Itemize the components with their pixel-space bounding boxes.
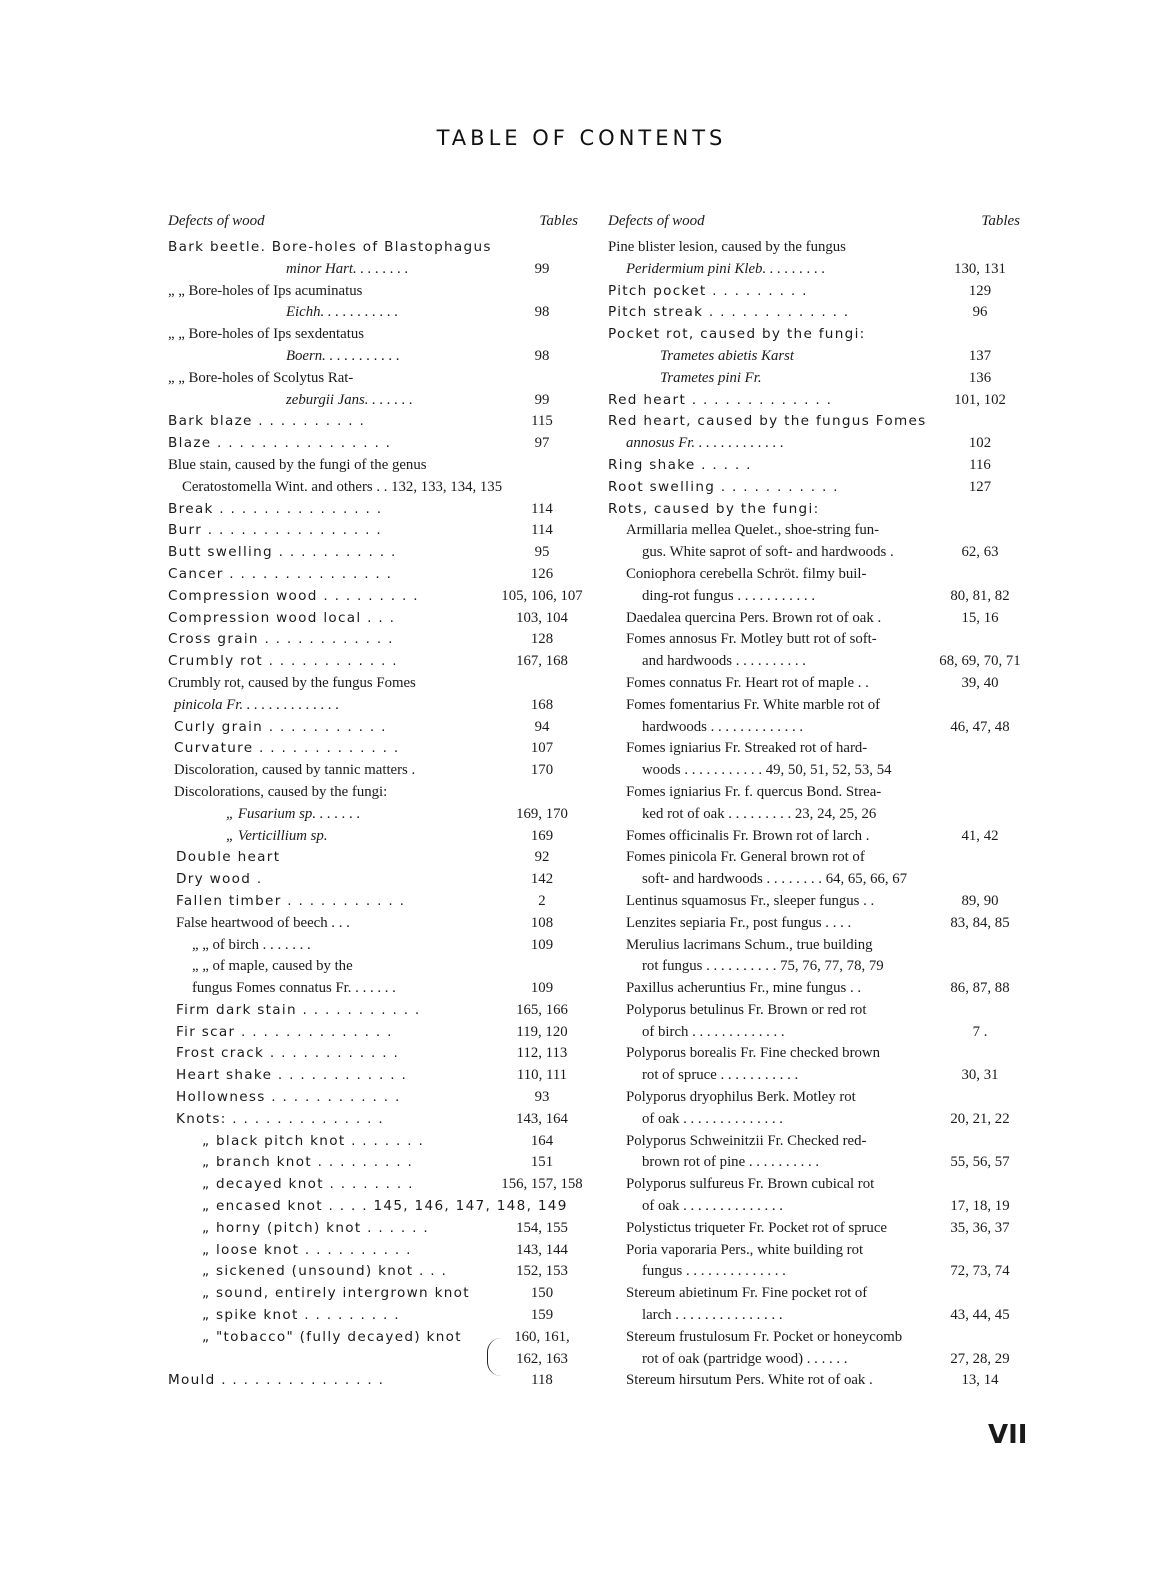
toc-entry-label: Discoloration, caused by tannic matters . xyxy=(174,762,416,779)
toc-entry-label: Red heart, caused by the fungus Fomes xyxy=(608,413,927,430)
toc-entry-label: and hardwoods . . . . . . . . . . xyxy=(642,653,806,670)
toc-entry-tables: 110, 111 xyxy=(516,1067,568,1084)
toc-entry-label: Ring shake . . . . . xyxy=(608,456,752,473)
toc-entry xyxy=(608,346,1028,368)
toc-entry-label: Polyporus Schweinitzii Fr. Checked red- xyxy=(626,1132,867,1149)
toc-entry-tables: 170 xyxy=(530,762,554,779)
toc-entry-tables: 142 xyxy=(530,871,554,888)
toc-left-column xyxy=(168,213,586,1392)
toc-entry-label: Break . . . . . . . . . . . . . . . xyxy=(168,500,383,517)
toc-entry-tables: 97 xyxy=(534,435,550,452)
toc-entry-tables: 167, 168 xyxy=(516,653,568,670)
toc-entry xyxy=(168,826,586,848)
toc-entry-label: Pitch streak . . . . . . . . . . . . . xyxy=(608,304,850,321)
toc-entry-tables: 83, 84, 85 xyxy=(950,914,1010,931)
page-title: TABLE OF CONTENTS xyxy=(436,126,727,150)
toc-entry-label: Ceratostomella Wint. and others . . 132, 133, 134, 135 xyxy=(182,478,503,495)
toc-entry-tables: 136 xyxy=(968,369,992,386)
toc-entry-label: Bark beetle. Bore-holes of Blastophagus xyxy=(168,239,492,255)
toc-entry xyxy=(608,891,1028,913)
column-header-tables: Tables xyxy=(981,213,1020,229)
toc-entry-label: gus. White saprot of soft- and hardwoods . xyxy=(642,544,894,561)
toc-entry-label: Bark blaze . . . . . . . . . . xyxy=(168,413,366,430)
toc-entry-label: „ Fusarium sp. . . . . . . xyxy=(226,805,361,822)
toc-entry-label: Fomes officinalis Fr. Brown rot of larch . xyxy=(626,827,870,844)
toc-entry xyxy=(608,760,1028,782)
toc-entry xyxy=(168,935,586,957)
toc-entry-label: soft- and hardwoods . . . . . . . . 64, 65, 66, 67 xyxy=(642,871,908,888)
toc-entry-label: Fomes annosus Fr. Motley butt rot of soft- xyxy=(626,631,877,648)
toc-entry xyxy=(168,782,586,804)
toc-entry-label: „ loose knot . . . . . . . . . . xyxy=(202,1241,412,1258)
toc-entry-tables: 98 xyxy=(534,347,550,364)
toc-entry-label: ding-rot fungus . . . . . . . . . . . xyxy=(642,587,816,604)
toc-entry-label: Lentinus squamosus Fr., sleeper fungus . . xyxy=(626,892,875,909)
toc-entry xyxy=(608,847,1028,869)
toc-entry-label: „ „ of birch . . . . . . . xyxy=(192,936,311,953)
toc-entry-tables: 160, 161, xyxy=(514,1328,570,1345)
toc-entry xyxy=(608,390,1028,412)
toc-entry-label: „ black pitch knot . . . . . . . xyxy=(202,1132,425,1149)
column-header xyxy=(608,213,1028,237)
toc-entry xyxy=(168,1043,586,1065)
toc-entry xyxy=(608,499,1028,521)
toc-entry-tables: 127 xyxy=(968,478,992,495)
toc-entry-label: Boern. . . . . . . . . . . xyxy=(286,347,400,364)
toc-entry-label: Fomes igniarius Fr. Streaked rot of hard- xyxy=(626,740,868,757)
toc-entry xyxy=(168,368,586,390)
toc-entry xyxy=(608,913,1028,935)
toc-entry-label: Eichh. . . . . . . . . . . xyxy=(286,304,399,321)
toc-entry-tables: 151 xyxy=(530,1154,554,1171)
toc-entry xyxy=(168,1327,586,1349)
toc-entry-label: Cross grain . . . . . . . . . . . . xyxy=(168,631,394,648)
toc-entry xyxy=(608,1327,1028,1349)
toc-entry xyxy=(168,738,586,760)
toc-entry xyxy=(608,1043,1028,1065)
toc-entry-tables: 30, 31 xyxy=(961,1067,999,1084)
column-header-defects: Defects of wood xyxy=(608,213,705,229)
toc-entry xyxy=(168,1174,586,1196)
toc-entry xyxy=(168,760,586,782)
toc-entry-tables: 89, 90 xyxy=(961,892,999,909)
toc-entry xyxy=(168,869,586,891)
toc-entry-label: Armillaria mellea Quelet., shoe-string fun- xyxy=(626,522,880,539)
toc-entry xyxy=(608,651,1028,673)
toc-entry xyxy=(608,1196,1028,1218)
toc-entry xyxy=(608,368,1028,390)
toc-entry-label: Firm dark stain . . . . . . . . . . . xyxy=(176,1001,421,1018)
toc-entry xyxy=(608,520,1028,542)
toc-entry-tables: 7 . xyxy=(972,1023,988,1040)
toc-entry-tables: 118 xyxy=(531,1372,553,1389)
curly-brace xyxy=(487,1338,506,1376)
toc-entry-tables: 114 xyxy=(531,522,553,539)
toc-entry-tables: 2 xyxy=(538,892,546,909)
toc-entry xyxy=(608,586,1028,608)
toc-entry xyxy=(608,259,1028,281)
toc-entry-tables: 109 xyxy=(530,936,554,953)
toc-entry-tables: 101, 102 xyxy=(954,391,1006,408)
toc-entry-tables: 95 xyxy=(534,544,550,561)
toc-entry xyxy=(608,542,1028,564)
toc-entry-tables: 137 xyxy=(968,347,992,364)
toc-entry-tables: 98 xyxy=(534,304,550,321)
toc-entry-label: Compression wood local . . . xyxy=(168,609,396,626)
toc-entry-label: rot of spruce . . . . . . . . . . . xyxy=(642,1067,799,1084)
toc-entry xyxy=(608,1283,1028,1305)
toc-entry-label: Double heart xyxy=(176,849,281,866)
toc-entry-tables: 35, 36, 37 xyxy=(950,1219,1010,1236)
toc-entry-tables: 99 xyxy=(534,391,550,408)
toc-entry-label: Cancer . . . . . . . . . . . . . . . xyxy=(168,565,393,582)
toc-entry-tables: 43, 44, 45 xyxy=(950,1307,1010,1324)
toc-entry-tables: 55, 56, 57 xyxy=(950,1154,1010,1171)
toc-entry-label: Lenzites sepiaria Fr., post fungus . . . . xyxy=(626,914,852,931)
toc-entry xyxy=(168,717,586,739)
toc-entry-label: woods . . . . . . . . . . . 49, 50, 51, 52, 53, 54 xyxy=(642,762,892,779)
page-number: VII xyxy=(988,1420,1028,1450)
toc-entry xyxy=(168,302,586,324)
toc-entry-label: larch . . . . . . . . . . . . . . . xyxy=(642,1307,783,1324)
toc-entry xyxy=(168,978,586,1000)
toc-entry-label: zeburgii Jans. . . . . . . xyxy=(286,391,413,408)
toc-entry xyxy=(608,1261,1028,1283)
toc-entry-tables: 119, 120 xyxy=(516,1023,568,1040)
toc-entry-label: Polyporus betulinus Fr. Brown or red rot xyxy=(626,1001,867,1018)
toc-entry-label: Blue stain, caused by the fungi of the genus xyxy=(168,456,427,473)
toc-entry xyxy=(168,608,586,630)
toc-entry-label: Daedalea quercina Pers. Brown rot of oak . xyxy=(626,609,882,626)
toc-entry xyxy=(168,956,586,978)
toc-entry-tables: 115 xyxy=(531,413,553,430)
toc-entry-label: rot fungus . . . . . . . . . . 75, 76, 77, 78, 79 xyxy=(642,958,884,975)
toc-entry-tables: 156, 157, 158 xyxy=(501,1176,583,1193)
toc-entry-label: „ „ Bore-holes of Ips sexdentatus xyxy=(168,326,365,343)
toc-entry xyxy=(608,956,1028,978)
toc-entry xyxy=(168,1283,586,1305)
toc-entry xyxy=(168,411,586,433)
toc-entry-label: Fallen timber . . . . . . . . . . . xyxy=(176,892,406,909)
toc-entry-label: Peridermium pini Kleb. . . . . . . . . xyxy=(626,260,826,277)
toc-entry-label: Polyporus dryophilus Berk. Motley rot xyxy=(626,1089,856,1106)
toc-entry xyxy=(608,673,1028,695)
toc-entry-tables: 105, 106, 107 xyxy=(501,587,583,604)
toc-entry xyxy=(608,826,1028,848)
toc-entry-tables: 169, 170 xyxy=(516,805,568,822)
toc-entry-label: Fomes igniarius Fr. f. quercus Bond. Strea- xyxy=(626,783,882,800)
toc-entry-label: Stereum abietinum Fr. Fine pocket rot of xyxy=(626,1285,868,1302)
toc-entry-label: Knots: . . . . . . . . . . . . . . xyxy=(176,1110,385,1127)
toc-entry-label: rot of oak (partridge wood) . . . . . . xyxy=(642,1350,848,1367)
toc-entry-label: „ Verticillium sp. xyxy=(226,827,328,844)
toc-entry-label: Polyporus sulfureus Fr. Brown cubical rot xyxy=(626,1176,875,1193)
toc-entry-tables: 129 xyxy=(968,282,992,299)
toc-entry-label: annosus Fr. . . . . . . . . . . . . xyxy=(626,435,784,452)
toc-entry xyxy=(608,1305,1028,1327)
toc-entry xyxy=(608,1240,1028,1262)
toc-entry-label: Poria vaporaria Pers., white building rot xyxy=(626,1241,864,1258)
toc-entry-tables: 143, 144 xyxy=(516,1241,568,1258)
toc-entry xyxy=(168,913,586,935)
toc-entry xyxy=(608,1022,1028,1044)
toc-entry-label: „ "tobacco" (fully decayed) knot xyxy=(202,1328,462,1345)
toc-entry-tables: 165, 166 xyxy=(516,1001,568,1018)
toc-entry-label: Discolorations, caused by the fungi: xyxy=(174,783,388,800)
toc-entry xyxy=(608,477,1028,499)
toc-entry-label: Hollowness . . . . . . . . . . . . xyxy=(176,1089,401,1106)
toc-entry-label: Burr . . . . . . . . . . . . . . . . xyxy=(168,522,382,539)
toc-entry xyxy=(168,281,586,303)
toc-entry-label: Polyporus borealis Fr. Fine checked brown xyxy=(626,1045,880,1062)
toc-entry-label: „ horny (pitch) knot . . . . . . xyxy=(202,1219,429,1236)
toc-entry-tables: 102 xyxy=(968,435,992,452)
toc-entry-label: brown rot of pine . . . . . . . . . . xyxy=(642,1154,820,1171)
toc-entry-tables: 150 xyxy=(530,1285,554,1302)
toc-entry xyxy=(168,433,586,455)
toc-entry-tables: 130, 131 xyxy=(954,260,1006,277)
toc-entry-tables: 168 xyxy=(530,696,554,713)
toc-entry-label: Pitch pocket . . . . . . . . . xyxy=(608,282,808,299)
toc-entry-label: Curvature . . . . . . . . . . . . . xyxy=(174,740,400,757)
toc-entry xyxy=(168,1305,586,1327)
toc-entry-label: Trametes pini Fr. xyxy=(660,369,762,386)
toc-entry-label: Fomes connatus Fr. Heart rot of maple . . xyxy=(626,674,869,691)
toc-entry-label: Curly grain . . . . . . . . . . . xyxy=(174,718,387,735)
toc-entry xyxy=(608,608,1028,630)
toc-entry xyxy=(608,237,1028,259)
toc-entry xyxy=(608,1065,1028,1087)
toc-entry-label: Stereum frustulosum Fr. Pocket or honeycomb xyxy=(626,1328,903,1345)
toc-entry xyxy=(168,1109,586,1131)
toc-entry-label: Pocket rot, caused by the fungi: xyxy=(608,326,866,343)
toc-entry xyxy=(608,1109,1028,1131)
toc-entry xyxy=(168,1000,586,1022)
toc-entry-label: of oak . . . . . . . . . . . . . . xyxy=(642,1110,783,1127)
toc-entry-label: Merulius lacrimans Schum., true building xyxy=(626,936,873,953)
toc-entry xyxy=(608,564,1028,586)
toc-entry xyxy=(168,324,586,346)
toc-entry xyxy=(608,869,1028,891)
toc-entry-label: hardwoods . . . . . . . . . . . . . xyxy=(642,718,804,735)
toc-entry-label: ked rot of oak . . . . . . . . . 23, 24, 25, 26 xyxy=(642,805,877,822)
toc-entry xyxy=(168,1087,586,1109)
toc-entry xyxy=(608,738,1028,760)
toc-entry-tables: 41, 42 xyxy=(961,827,999,844)
toc-entry xyxy=(608,411,1028,433)
toc-entry xyxy=(608,782,1028,804)
toc-entry-tables: 107 xyxy=(530,740,554,757)
toc-entry xyxy=(168,259,586,281)
toc-entry-label: „ decayed knot . . . . . . . . xyxy=(202,1176,414,1193)
toc-entry-label: Polystictus triqueter Fr. Pocket rot of spruce xyxy=(626,1219,887,1236)
toc-entry-label: Crumbly rot, caused by the fungus Fomes xyxy=(168,674,416,691)
toc-entry-tables: 62, 63 xyxy=(961,544,999,561)
toc-entry-label: „ „ Bore-holes of Scolytus Rat- xyxy=(168,369,354,386)
toc-entry-label: fungus . . . . . . . . . . . . . . xyxy=(642,1263,786,1280)
toc-entry-tables: 93 xyxy=(534,1089,550,1106)
toc-entry xyxy=(168,1152,586,1174)
toc-entry-label: Trametes abietis Karst xyxy=(660,347,795,364)
toc-entry-label: „ spike knot . . . . . . . . . xyxy=(202,1307,400,1324)
toc-entry-label: Mould . . . . . . . . . . . . . . . xyxy=(168,1372,385,1389)
toc-entry-label: Stereum hirsutum Pers. White rot of oak . xyxy=(626,1372,873,1389)
toc-entry-label: Fomes fomentarius Fr. White marble rot of xyxy=(626,696,881,713)
toc-entry-tables: 154, 155 xyxy=(516,1219,568,1236)
toc-entry-tables: 128 xyxy=(530,631,554,648)
column-header-tables: Tables xyxy=(539,213,578,229)
toc-entry-tables: 169 xyxy=(530,827,554,844)
toc-entry-label: Rots, caused by the fungi: xyxy=(608,500,820,517)
toc-entry xyxy=(168,1131,586,1153)
toc-entry xyxy=(608,433,1028,455)
toc-entry-tables: 17, 18, 19 xyxy=(950,1198,1010,1215)
toc-entry-tables: 126 xyxy=(530,565,554,582)
toc-entry-tables: 116 xyxy=(969,456,991,473)
toc-entry xyxy=(168,891,586,913)
toc-entry-tables: 13, 14 xyxy=(961,1372,999,1389)
toc-entry-tables: 109 xyxy=(530,980,554,997)
toc-entry xyxy=(608,1152,1028,1174)
toc-entry-label: False heartwood of beech . . . xyxy=(176,914,350,931)
toc-entry-tables: 143, 164 xyxy=(516,1110,568,1127)
toc-entry xyxy=(608,324,1028,346)
toc-entry-tables: 68, 69, 70, 71 xyxy=(939,653,1021,670)
toc-entry-label: Fir scar . . . . . . . . . . . . . . xyxy=(176,1023,393,1040)
toc-entry-label: of oak . . . . . . . . . . . . . . xyxy=(642,1198,783,1215)
toc-entry xyxy=(168,1196,586,1218)
toc-entry xyxy=(608,302,1028,324)
toc-entry-tables: 15, 16 xyxy=(961,609,999,626)
toc-entry-label: „ „ of maple, caused by the xyxy=(192,958,353,975)
toc-entry-list xyxy=(168,237,586,1392)
toc-entry-tables: 96 xyxy=(972,304,988,321)
toc-entry xyxy=(608,455,1028,477)
toc-entry xyxy=(168,477,586,499)
toc-entry-label: of birch . . . . . . . . . . . . . xyxy=(642,1023,785,1040)
toc-entry-tables: 164 xyxy=(530,1132,554,1149)
toc-entry-label: Dry wood . xyxy=(176,871,263,888)
toc-entry-label: „ branch knot . . . . . . . . . xyxy=(202,1154,414,1171)
toc-entry-label: Coniophora cerebella Schröt. filmy buil- xyxy=(626,565,867,582)
toc-entry xyxy=(168,1349,586,1371)
toc-entry xyxy=(168,520,586,542)
toc-entry-tables: 39, 40 xyxy=(961,674,999,691)
toc-entry xyxy=(168,390,586,412)
toc-entry-tables: 103, 104 xyxy=(516,609,568,626)
toc-entry-tables: 80, 81, 82 xyxy=(950,587,1010,604)
toc-entry-label: Heart shake . . . . . . . . . . . . xyxy=(176,1067,408,1084)
toc-entry-tables: 20, 21, 22 xyxy=(950,1110,1010,1127)
toc-entry xyxy=(168,455,586,477)
toc-entry xyxy=(168,629,586,651)
toc-entry xyxy=(168,564,586,586)
toc-entry-label: Root swelling . . . . . . . . . . . xyxy=(608,478,839,495)
toc-entry-label: Crumbly rot . . . . . . . . . . . . xyxy=(168,653,398,670)
toc-entry xyxy=(608,935,1028,957)
toc-entry xyxy=(168,586,586,608)
toc-entry xyxy=(608,978,1028,1000)
toc-entry-tables: 162, 163 xyxy=(516,1350,568,1367)
toc-entry xyxy=(608,695,1028,717)
toc-entry xyxy=(608,281,1028,303)
toc-entry xyxy=(168,346,586,368)
toc-entry-label: Pine blister lesion, caused by the fungus xyxy=(608,239,846,255)
toc-entry-tables: 86, 87, 88 xyxy=(950,980,1010,997)
toc-entry-tables: 114 xyxy=(531,500,553,517)
toc-entry xyxy=(168,673,586,695)
toc-entry-tables: 152, 153 xyxy=(516,1263,568,1280)
toc-entry xyxy=(168,1218,586,1240)
toc-entry xyxy=(168,1370,586,1392)
toc-entry-label: „ „ Bore-holes of Ips acuminatus xyxy=(168,282,363,299)
toc-entry xyxy=(608,1131,1028,1153)
toc-right-column xyxy=(608,213,1028,1392)
column-header-defects: Defects of wood xyxy=(168,213,265,229)
toc-entry-tables: 27, 28, 29 xyxy=(950,1350,1010,1367)
toc-entry-tables: 46, 47, 48 xyxy=(950,718,1010,735)
toc-entry-tables: 94 xyxy=(534,718,550,735)
toc-entry xyxy=(168,695,586,717)
toc-entry-label: fungus Fomes connatus Fr. . . . . . . xyxy=(192,980,396,997)
toc-entry xyxy=(168,651,586,673)
toc-entry xyxy=(168,1240,586,1262)
toc-entry-label: „ encased knot . . . . 145, 146, 147, 148, 149 xyxy=(202,1198,568,1215)
toc-entry-tables: 92 xyxy=(534,849,550,866)
toc-entry xyxy=(168,542,586,564)
toc-entry-tables: 108 xyxy=(530,914,554,931)
toc-entry-label: Frost crack . . . . . . . . . . . . xyxy=(176,1045,400,1062)
toc-entry xyxy=(168,499,586,521)
toc-entry-tables: 112, 113 xyxy=(516,1045,568,1062)
toc-entry xyxy=(168,1022,586,1044)
toc-entry xyxy=(608,1000,1028,1022)
toc-entry-label: pinicola Fr. . . . . . . . . . . . . . xyxy=(174,696,340,713)
toc-entry xyxy=(168,804,586,826)
toc-entry-label: Red heart . . . . . . . . . . . . . xyxy=(608,391,833,408)
toc-entry-label: „ sickened (unsound) knot . . . xyxy=(202,1263,448,1280)
toc-entry xyxy=(608,804,1028,826)
toc-entry-tables: 159 xyxy=(530,1307,554,1324)
toc-entry xyxy=(168,237,586,259)
toc-entry xyxy=(608,1218,1028,1240)
toc-entry-label: Compression wood . . . . . . . . . xyxy=(168,587,419,604)
toc-entry-label: minor Hart. . . . . . . . xyxy=(286,260,409,277)
toc-entry-label: Butt swelling . . . . . . . . . . . xyxy=(168,544,397,561)
toc-entry xyxy=(168,1261,586,1283)
toc-entry-label: „ sound, entirely intergrown knot xyxy=(202,1285,470,1302)
toc-entry-label: Paxillus acheruntius Fr., mine fungus . . xyxy=(626,980,862,997)
toc-entry xyxy=(608,1370,1028,1392)
toc-entry xyxy=(608,1349,1028,1371)
toc-entry-label: Fomes pinicola Fr. General brown rot of xyxy=(626,849,865,866)
toc-entry xyxy=(608,629,1028,651)
toc-entry-list xyxy=(608,237,1028,1392)
toc-entry-label: Blaze . . . . . . . . . . . . . . . . xyxy=(168,435,392,452)
toc-entry xyxy=(608,717,1028,739)
column-header xyxy=(168,213,586,237)
toc-entry xyxy=(168,1065,586,1087)
toc-entry xyxy=(608,1087,1028,1109)
toc-entry-tables: 72, 73, 74 xyxy=(950,1263,1010,1280)
toc-entry xyxy=(168,847,586,869)
toc-entry-tables: 99 xyxy=(534,260,550,277)
toc-entry xyxy=(608,1174,1028,1196)
